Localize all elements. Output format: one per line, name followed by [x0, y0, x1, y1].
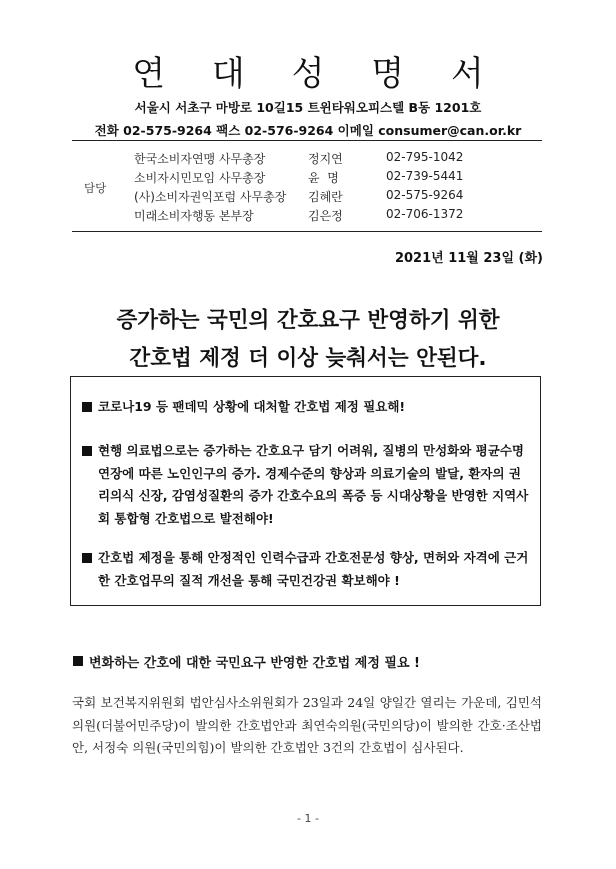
section-heading: [73, 652, 420, 671]
square-bullet-icon: [82, 553, 92, 563]
square-bullet-icon: [82, 446, 92, 456]
manager-phone: 02-575-9264: [386, 188, 464, 202]
manager-label: 담당: [84, 181, 107, 195]
document-title: 연 대 성 명 서: [132, 54, 502, 94]
headline-line-2: 간호법 제정 더 이상 늦춰서는 안된다.: [129, 346, 487, 371]
divider-bottom: [72, 231, 542, 232]
contact-line: 전화 02-575-9264 팩스 02-576-9264 이메일 consumer@can.or.kr: [94, 123, 522, 138]
manager-org: 미래소비자행동 본부장: [134, 209, 254, 223]
summary-bullet: [82, 440, 530, 530]
summary-bullet-text: 코로나19 등 팬데믹 상황에 대처할 간호법 제정 필요해!: [98, 399, 406, 414]
square-bullet-icon: [73, 656, 83, 666]
manager-name: 윤 명: [308, 171, 339, 185]
address-line: 서울시 서초구 마방로 10길15 트윈타워오피스텔 B동 1201호: [134, 100, 482, 115]
square-bullet-icon: [82, 402, 92, 412]
manager-org: (사)소비자권익포럼 사무총장: [134, 190, 287, 204]
manager-phone: 02-706-1372: [386, 207, 464, 221]
page-number: - 1 -: [297, 812, 319, 825]
manager-org: 소비자시민모임 사무총장: [134, 171, 266, 185]
manager-phone: 02-795-1042: [386, 150, 464, 164]
headline-line-1: 증가하는 국민의 간호요구 반영하기 위한: [116, 308, 500, 333]
summary-bullet: [82, 547, 530, 592]
summary-box: [70, 376, 541, 606]
manager-name: 정지연: [308, 152, 343, 166]
manager-phone: 02-739-5441: [386, 169, 464, 183]
summary-bullet: [82, 396, 530, 419]
release-date: 2021년 11월 23일 (화): [394, 251, 543, 266]
summary-bullet-text: 간호법 제정을 통해 안정적인 인력수급과 간호전문성 향상, 면허와 자격에 근거한 간호업무의 질적 개선을 통해 국민건강권 확보해야 !: [98, 550, 529, 588]
body-paragraph: 국회 보건복지위원회 법안심사소위원회가 23일과 24일 양일간 열리는 가운데, 김민석 의원(더불어민주당)이 발의한 간호법안과 최연숙의원(국민의당)이 발의한 간호·조산법안, 서정숙 의원(국민의힘)이 발의한 간호법안 3건의 간호법이 심사된다.: [72, 695, 542, 755]
divider-top: [72, 140, 542, 141]
manager-org: 한국소비자연맹 사무총장: [134, 152, 266, 166]
section-heading-text: 변화하는 간호에 대한 국민요구 반영한 간호법 제정 필요 !: [89, 656, 420, 671]
summary-bullet-text: 현행 의료법으로는 증가하는 간호요구 담기 어려워, 질병의 만성화와 평균수명 연장에 따른 노인인구의 증가. 경제수준의 향상과 의료기술의 발달, 환자의 권리의식 신장, 감염성질환의 증가 간호수요의 폭증 등 시대상황을 반영한 지역사회 통합형 간호법으로 발전해야!: [98, 443, 529, 526]
manager-name: 김은정: [308, 209, 343, 223]
manager-name: 김혜란: [308, 190, 343, 204]
